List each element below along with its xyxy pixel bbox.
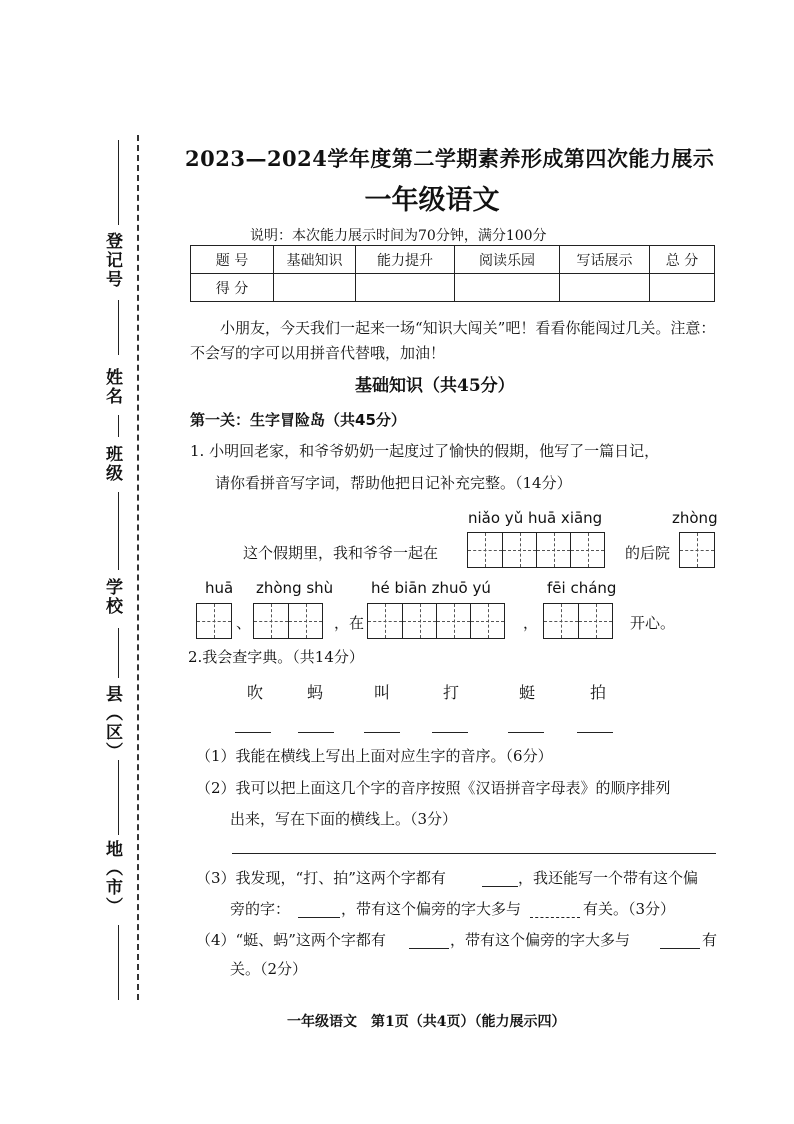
tian-grid-zhong-shu[interactable]: [253, 603, 323, 639]
q1-sentence-part1: 这个假期里，我和爷爷一起在: [243, 544, 439, 562]
tian-grid-niao-yu-hua-xiang[interactable]: [467, 532, 605, 568]
intro-text: 小朋友，今天我们一起来一场“知识大闯关”吧！看看你能闯过几关。注意：不会写的字可以用拼音代替哦，加油！: [190, 319, 716, 362]
q2-sub3-line2a: 旁的字：: [230, 900, 291, 918]
score-table: [190, 245, 715, 302]
exam-title: 2023—2024学年度第二学期素养形成第四次能力展示: [185, 146, 715, 171]
radical-blank-chong[interactable]: [409, 948, 449, 949]
yinxu-blank-chui[interactable]: [235, 732, 271, 733]
name-line[interactable]: [118, 300, 119, 355]
section-title: 基础知识（共45分）: [355, 376, 515, 396]
pinyin-he-bian-zhuo-yu: hé biān zhuō yú: [371, 579, 491, 597]
city-label: 地（市）: [102, 840, 122, 916]
q1-sentence-end: 开心。: [630, 614, 676, 632]
subject-title: 一年级语文: [364, 185, 500, 216]
tian-grid-fei-chang[interactable]: [543, 603, 613, 639]
q2-sub3-line2b: ，带有这个偏旁的字大多与: [341, 900, 522, 918]
char-da: 打: [443, 683, 460, 702]
pinyin-hua: huā: [205, 579, 234, 597]
char-ma: 蚂: [307, 683, 324, 702]
yinxu-blank-ma[interactable]: [298, 732, 334, 733]
school-line[interactable]: [118, 492, 119, 570]
score-input-cell[interactable]: [455, 274, 560, 302]
pinyin-zhong-shu: zhòng shù: [256, 579, 334, 597]
county-line[interactable]: [118, 628, 119, 678]
school-label: 学校: [102, 578, 122, 616]
tian-grid-zhong[interactable]: [679, 532, 715, 568]
score-header-cell: 能力提升: [356, 246, 455, 274]
q1-sentence-part2: 的后院: [625, 544, 671, 562]
score-header-cell: 题 号: [191, 246, 274, 274]
city-line-lower[interactable]: [118, 925, 119, 1000]
score-header-cell: 写话展示: [560, 246, 650, 274]
score-header-cell: 阅读乐园: [455, 246, 560, 274]
score-input-cell[interactable]: [274, 274, 356, 302]
yinxu-blank-jiao[interactable]: [364, 732, 400, 733]
page-footer: 一年级语文 第1页（共4页）（能力展示四）: [287, 1014, 566, 1030]
char-chui: 吹: [247, 683, 264, 702]
separator-comma-1: 、: [236, 614, 252, 632]
radical-meaning-blank-shou[interactable]: [530, 917, 580, 918]
tian-grid-he-bian-zhuo-yu[interactable]: [367, 603, 505, 639]
city-line[interactable]: [118, 760, 119, 835]
char-pai: 拍: [590, 683, 607, 702]
q2-sub3-line1b: ，我还能写一个带有这个偏: [518, 869, 699, 887]
pinyin-fei-chang: fēi cháng: [547, 579, 617, 597]
q2-sub4-line2: 关。（2分）: [230, 960, 308, 978]
q2-title: 2.我会查字典。（共14分）: [188, 648, 364, 666]
yinxu-blank-da[interactable]: [432, 732, 468, 733]
score-input-cell[interactable]: [650, 274, 715, 302]
q1-text-line2: 请你看拼音写字词，帮助他把日记补充完整。（14分）: [215, 474, 572, 492]
q2-sub4-line1b: ，带有这个偏旁的字大多与: [450, 931, 631, 949]
score-input-cell[interactable]: [560, 274, 650, 302]
register-number-label: 登记号: [102, 232, 122, 289]
name-label: 姓名: [102, 368, 122, 406]
yinxu-blank-ting[interactable]: [508, 732, 544, 733]
score-header-cell: 基础知识: [274, 246, 356, 274]
yinxu-blank-pai[interactable]: [577, 732, 613, 733]
q2-sub3-line2c: 有关。（3分）: [583, 900, 676, 918]
radical-char-blank[interactable]: [298, 917, 340, 918]
score-row-label: 得 分: [191, 274, 274, 302]
radical-blank-shou[interactable]: [482, 886, 518, 887]
class-label: 班级: [102, 445, 122, 483]
q2-sub2-line2: 出来，写在下面的横线上。（3分）: [230, 810, 458, 828]
radical-meaning-blank-chong[interactable]: [660, 948, 700, 949]
char-ting: 蜓: [519, 683, 536, 702]
county-label: 县（区）: [102, 685, 122, 761]
binding-dashed-line: [137, 135, 139, 1000]
instructions: 说明：本次能力展示时间为70分钟，满分100分: [250, 228, 547, 244]
q2-sub2-line1: （2）我可以把上面这几个字的音序按照《汉语拼音字母表》的顺序排列: [196, 779, 671, 797]
char-jiao: 叫: [374, 683, 391, 702]
score-input-cell[interactable]: [356, 274, 455, 302]
q2-sub4-line1c: 有: [702, 931, 718, 949]
q2-sub1: （1）我能在横线上写出上面对应生字的音序。（6分）: [196, 747, 553, 765]
sorted-yinxu-answer-line[interactable]: [232, 853, 716, 854]
part-title: 第一关：生字冒险岛（共45分）: [190, 411, 406, 429]
separator-zai: ，在: [334, 614, 365, 632]
tian-grid-hua[interactable]: [196, 603, 232, 639]
score-header-cell: 总 分: [650, 246, 715, 274]
q1-text-line1: 1. 小明回老家，和爷爷奶奶一起度过了愉快的假期，他写了一篇日记，: [190, 442, 660, 460]
separator-comma-2: ，: [523, 614, 539, 632]
q2-sub4-line1a: （4）“蜓、蚂”这两个字都有: [196, 931, 386, 949]
pinyin-niao-yu-hua-xiang: niǎo yǔ huā xiāng: [468, 509, 603, 527]
class-line[interactable]: [118, 415, 119, 437]
q2-sub3-line1a: （3）我发现，“打、拍”这两个字都有: [196, 869, 446, 887]
pinyin-zhong: zhòng: [672, 509, 718, 527]
